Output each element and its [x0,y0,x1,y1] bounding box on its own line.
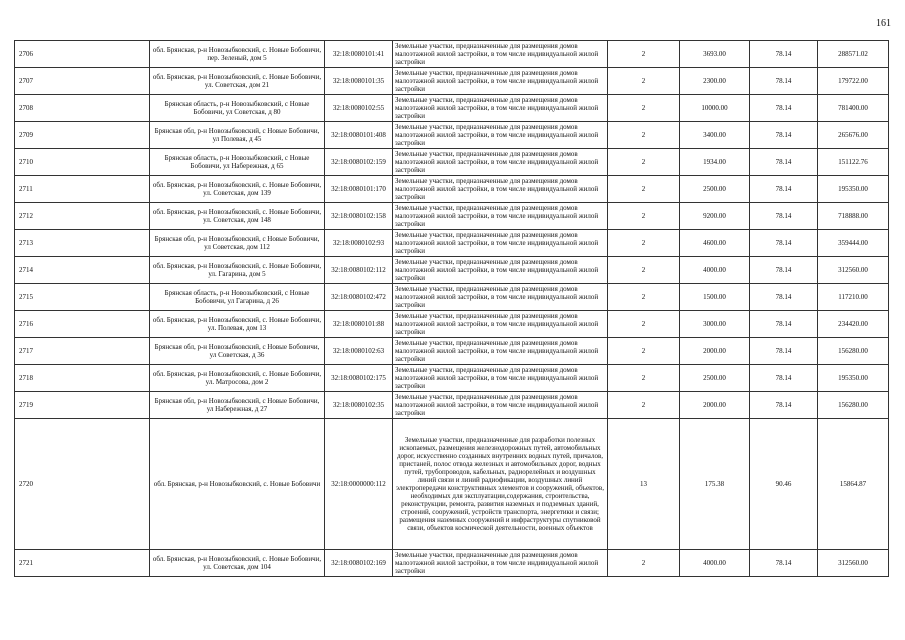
row-group: 2 [608,176,680,203]
row-id: 2707 [15,68,150,95]
row-address: Брянская область, р-н Новозыбковский, с Новые Бобовичи, ул Советская, д 80 [150,95,325,122]
row-group: 13 [608,419,680,550]
row-cadastral-value: 156280.00 [818,392,889,419]
row-address: Брянская область, р-н Новозыбковский, с Новые Бобовичи, ул Гагарина, д 26 [150,284,325,311]
row-address: обл. Брянская, р-н Новозыбковский, с. Новые Бобовичи, ул. Советская, дом 148 [150,203,325,230]
row-cadastral-number: 32:18:0080101:35 [325,68,393,95]
row-rate: 90.46 [750,419,818,550]
table-row [15,257,889,284]
row-rate: 78.14 [750,257,818,284]
row-cadastral-value: 156280.00 [818,338,889,365]
row-id: 2714 [15,257,150,284]
table-row [15,149,889,176]
row-group: 2 [608,203,680,230]
row-rate: 78.14 [750,176,818,203]
row-land-use: Земельные участки, предназначенные для размещения домов малоэтажной жилой застройки, в том числе индивидуальной жилой застройки [393,176,608,203]
row-cadastral-number: 32:18:0080102:169 [325,550,393,577]
row-land-use: Земельные участки, предназначенные для размещения домов малоэтажной жилой застройки, в том числе индивидуальной жилой застройки [393,550,608,577]
table-row [15,203,889,230]
row-cadastral-value: 781400.00 [818,95,889,122]
row-cadastral-number: 32:18:0080101:170 [325,176,393,203]
row-land-use: Земельные участки, предназначенные для размещения домов малоэтажной жилой застройки, в том числе индивидуальной жилой застройки [393,122,608,149]
row-cadastral-value: 234420.00 [818,311,889,338]
row-rate: 78.14 [750,95,818,122]
row-land-use: Земельные участки, предназначенные для размещения домов малоэтажной жилой застройки, в том числе индивидуальной жилой застройки [393,68,608,95]
row-cadastral-number: 32:18:0080102:93 [325,230,393,257]
row-area: 1500.00 [680,284,750,311]
land-plots-table [14,40,889,577]
row-cadastral-value: 312560.00 [818,257,889,284]
row-id: 2717 [15,338,150,365]
row-rate: 78.14 [750,230,818,257]
row-rate: 78.14 [750,338,818,365]
row-land-use: Земельные участки, предназначенные для размещения домов малоэтажной жилой застройки, в том числе индивидуальной жилой застройки [393,392,608,419]
row-address: обл. Брянская, р-н Новозыбковский, с. Новые Бобовичи, ул. Советская, дом 21 [150,68,325,95]
row-group: 2 [608,550,680,577]
row-group: 2 [608,230,680,257]
row-cadastral-value: 718888.00 [818,203,889,230]
row-cadastral-value: 151122.76 [818,149,889,176]
row-cadastral-number: 32:18:0080102:35 [325,392,393,419]
row-id: 2710 [15,149,150,176]
table-row [15,176,889,203]
row-cadastral-number: 32:18:0080102:158 [325,203,393,230]
row-id: 2721 [15,550,150,577]
row-area: 3693.00 [680,41,750,68]
row-cadastral-number: 32:18:0080102:112 [325,257,393,284]
row-area: 2500.00 [680,365,750,392]
row-rate: 78.14 [750,122,818,149]
row-address: обл. Брянская, р-н Новозыбковский, с. Новые Бобовичи [150,419,325,550]
row-group: 2 [608,95,680,122]
row-group: 2 [608,41,680,68]
row-cadastral-number: 32:18:0080102:472 [325,284,393,311]
row-group: 2 [608,311,680,338]
row-area: 2500.00 [680,176,750,203]
row-rate: 78.14 [750,311,818,338]
row-id: 2711 [15,176,150,203]
row-land-use: Земельные участки, предназначенные для размещения домов малоэтажной жилой застройки, в том числе индивидуальной жилой застройки [393,230,608,257]
table-row [15,365,889,392]
row-id: 2706 [15,41,150,68]
table-body [15,41,889,577]
row-cadastral-value: 15864.87 [818,419,889,550]
row-id: 2708 [15,95,150,122]
row-area: 9200.00 [680,203,750,230]
row-area: 175.38 [680,419,750,550]
table-row [15,419,889,550]
row-address: Брянская обл, р-н Новозыбковский, с Новые Бобовичи, ул Набережная, д 27 [150,392,325,419]
row-cadastral-value: 117210.00 [818,284,889,311]
row-land-use: Земельные участки, предназначенные для размещения домов малоэтажной жилой застройки, в том числе индивидуальной жилой застройки [393,95,608,122]
row-land-use: Земельные участки, предназначенные для размещения домов малоэтажной жилой застройки, в том числе индивидуальной жилой застройки [393,41,608,68]
row-cadastral-number: 32:18:0080102:63 [325,338,393,365]
row-address: обл. Брянская, р-н Новозыбковский, с. Новые Бобовичи, ул. Советская, дом 139 [150,176,325,203]
row-cadastral-value: 195350.00 [818,176,889,203]
row-group: 2 [608,365,680,392]
row-area: 4000.00 [680,550,750,577]
row-id: 2718 [15,365,150,392]
row-rate: 78.14 [750,68,818,95]
row-group: 2 [608,257,680,284]
row-land-use: Земельные участки, предназначенные для размещения домов малоэтажной жилой застройки, в том числе индивидуальной жилой застройки [393,365,608,392]
row-id: 2720 [15,419,150,550]
table-row [15,122,889,149]
row-cadastral-value: 312560.00 [818,550,889,577]
row-cadastral-number: 32:18:0080102:175 [325,365,393,392]
row-land-use: Земельные участки, предназначенные для разработки полезных ископаемых, размещения железнодорожных путей, автомобильных дорог, искусственно созданных внутренних водных путей, причалов, пристаней, полос отвода железных и автомобильных дорог, водных путей, трубопроводов, кабельных, радиорелейных и воздушных линий связи и линий радиофикации, воздушных линий электропередачи конструктивных элементов и сооружений, объектов, необходимых для эксплуатации,содержания, строительства, реконструкции, ремонта, развития наземных и подземных зданий, строений, сооружений, устройств транспорта, энергетики и связи; размещения наземных сооружений и инфраструктуры спутниковой связи, объектов космической деятельности, военных объектов [393,419,608,550]
row-cadastral-number: 32:18:0000000:112 [325,419,393,550]
row-group: 2 [608,338,680,365]
row-cadastral-value: 359444.00 [818,230,889,257]
row-area: 3400.00 [680,122,750,149]
row-cadastral-number: 32:18:0080102:159 [325,149,393,176]
row-land-use: Земельные участки, предназначенные для размещения домов малоэтажной жилой застройки, в том числе индивидуальной жилой застройки [393,311,608,338]
row-cadastral-value: 265676.00 [818,122,889,149]
row-cadastral-value: 195350.00 [818,365,889,392]
table-row [15,392,889,419]
row-id: 2713 [15,230,150,257]
row-area: 4000.00 [680,257,750,284]
table-row [15,311,889,338]
row-cadastral-number: 32:18:0080101:41 [325,41,393,68]
row-group: 2 [608,392,680,419]
row-rate: 78.14 [750,149,818,176]
row-land-use: Земельные участки, предназначенные для размещения домов малоэтажной жилой застройки, в том числе индивидуальной жилой застройки [393,149,608,176]
table-row [15,41,889,68]
row-area: 3000.00 [680,311,750,338]
row-id: 2715 [15,284,150,311]
row-address: Брянская область, р-н Новозыбковский, с Новые Бобовичи, ул Набережная, д 65 [150,149,325,176]
table-row [15,284,889,311]
row-cadastral-value: 288571.02 [818,41,889,68]
row-group: 2 [608,122,680,149]
row-rate: 78.14 [750,392,818,419]
row-address: обл. Брянская, р-н Новозыбковский, с. Новые Бобовичи, ул. Матросова, дом 2 [150,365,325,392]
row-area: 2000.00 [680,392,750,419]
row-area: 10000.00 [680,95,750,122]
row-land-use: Земельные участки, предназначенные для размещения домов малоэтажной жилой застройки, в том числе индивидуальной жилой застройки [393,338,608,365]
row-address: Брянская обл, р-н Новозыбковский, с Новые Бобовичи, ул Советская, дом 112 [150,230,325,257]
row-rate: 78.14 [750,365,818,392]
row-address: Брянская обл, р-н Новозыбковский, с Новые Бобовичи, ул Полевая, д 45 [150,122,325,149]
row-area: 2300.00 [680,68,750,95]
row-id: 2719 [15,392,150,419]
row-land-use: Земельные участки, предназначенные для размещения домов малоэтажной жилой застройки, в том числе индивидуальной жилой застройки [393,284,608,311]
row-area: 1934.00 [680,149,750,176]
row-group: 2 [608,284,680,311]
row-area: 2000.00 [680,338,750,365]
page-number: 161 [876,18,891,29]
row-area: 4600.00 [680,230,750,257]
row-land-use: Земельные участки, предназначенные для размещения домов малоэтажной жилой застройки, в том числе индивидуальной жилой застройки [393,203,608,230]
row-address: обл. Брянская, р-н Новозыбковский, с. Новые Бобовичи, ул. Советская, дом 104 [150,550,325,577]
row-rate: 78.14 [750,41,818,68]
row-group: 2 [608,149,680,176]
row-address: обл. Брянская, р-н Новозыбковский, с. Новые Бобовичи, ул. Гагарина, дом 5 [150,257,325,284]
table-row [15,230,889,257]
row-id: 2709 [15,122,150,149]
row-group: 2 [608,68,680,95]
row-address: обл. Брянская, р-н Новозыбковский, с. Новые Бобовичи, ул. Полевая, дом 13 [150,311,325,338]
row-id: 2712 [15,203,150,230]
row-cadastral-number: 32:18:0080101:88 [325,311,393,338]
row-rate: 78.14 [750,284,818,311]
row-address: Брянская обл, р-н Новозыбковский, с Новые Бобовичи, ул Советская, д 36 [150,338,325,365]
table-row [15,95,889,122]
row-cadastral-value: 179722.00 [818,68,889,95]
table-row [15,68,889,95]
row-rate: 78.14 [750,550,818,577]
table-row [15,338,889,365]
row-address: обл. Брянская, р-н Новозыбковский, с. Новые Бобовичи, пер. Зеленый, дом 5 [150,41,325,68]
row-id: 2716 [15,311,150,338]
table-row [15,550,889,577]
row-land-use: Земельные участки, предназначенные для размещения домов малоэтажной жилой застройки, в том числе индивидуальной жилой застройки [393,257,608,284]
row-cadastral-number: 32:18:0080101:408 [325,122,393,149]
row-cadastral-number: 32:18:0080102:55 [325,95,393,122]
row-rate: 78.14 [750,203,818,230]
